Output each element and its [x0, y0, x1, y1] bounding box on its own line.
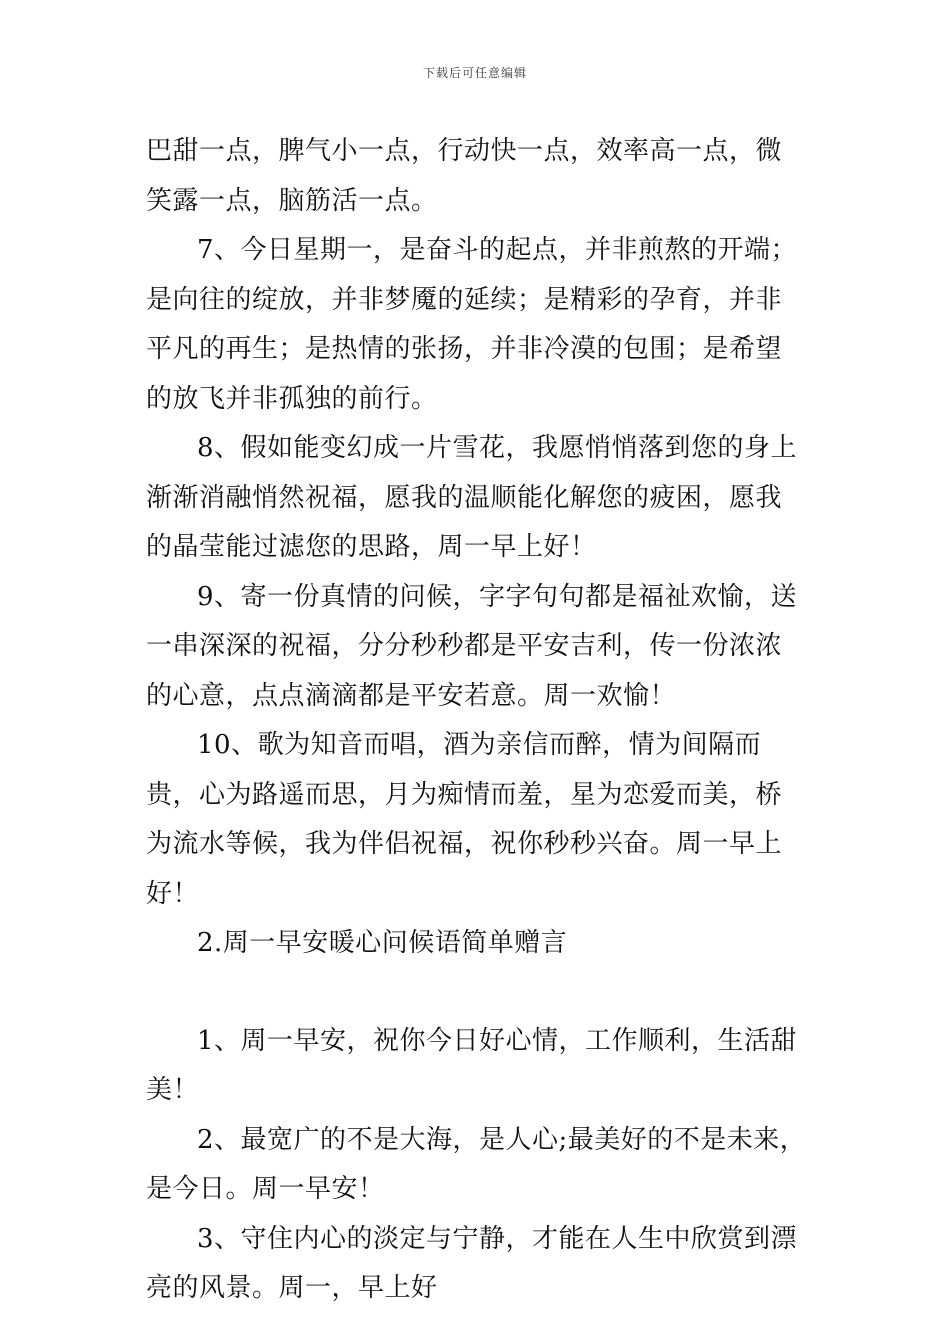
paragraph-continuation: 巴甜一点，脾气小一点，行动快一点，效率高一点，微笑露一点，脑筋活一点。	[146, 136, 783, 216]
section-heading: 2.周一早安暖心问候语简单赠言	[197, 928, 568, 958]
paragraph-item-3: 3、守住内心的淡定与宁静，才能在人生中欣赏到漂亮的风景。周一，早上好	[146, 1223, 798, 1303]
document-body	[146, 127, 808, 1314]
paragraph-item-2: 2、最宽广的不是大海，是人心;最美好的不是未来，是今日。周一早安！	[146, 1124, 807, 1204]
paragraph-item-1: 1、周一早安，祝你今日好心情，工作顺利，生活甜美！	[146, 1025, 798, 1105]
paragraph-item-10: 10、歌为知音而唱，酒为亲信而醉，情为间隔而贵，心为路遥而思，月为痴情而羞，星为恋爱而美，桥为流水等候，我为伴侣祝福，祝你秒秒兴奋。周一早上好！	[146, 730, 783, 909]
paragraph-item-8: 8、假如能变幻成一片雪花，我愿悄悄落到您的身上渐渐消融悄然祝福，愿我的温顺能化解您的疲困，愿我的晶莹能过滤您的思路，周一早上好！	[146, 433, 798, 562]
paragraph-item-9: 9、寄一份真情的问候，字字句句都是福祉欢愉，送一串深深的祝福，分分秒秒都是平安吉利，传一份浓浓的心意，点点滴滴都是平安若意。周一欢愉！	[146, 581, 798, 711]
page-header-note: 下载后可任意编辑	[422, 66, 527, 80]
paragraph-item-7: 7、今日星期一，是奋斗的起点，并非煎熬的开端；是向往的绽放，并非梦魇的延续；是精彩的孕育，并非平凡的再生；是热情的张扬，并非冷漠的包围；是希望的放飞并非孤独的前行。	[146, 235, 798, 414]
blank-line	[146, 969, 808, 1017]
